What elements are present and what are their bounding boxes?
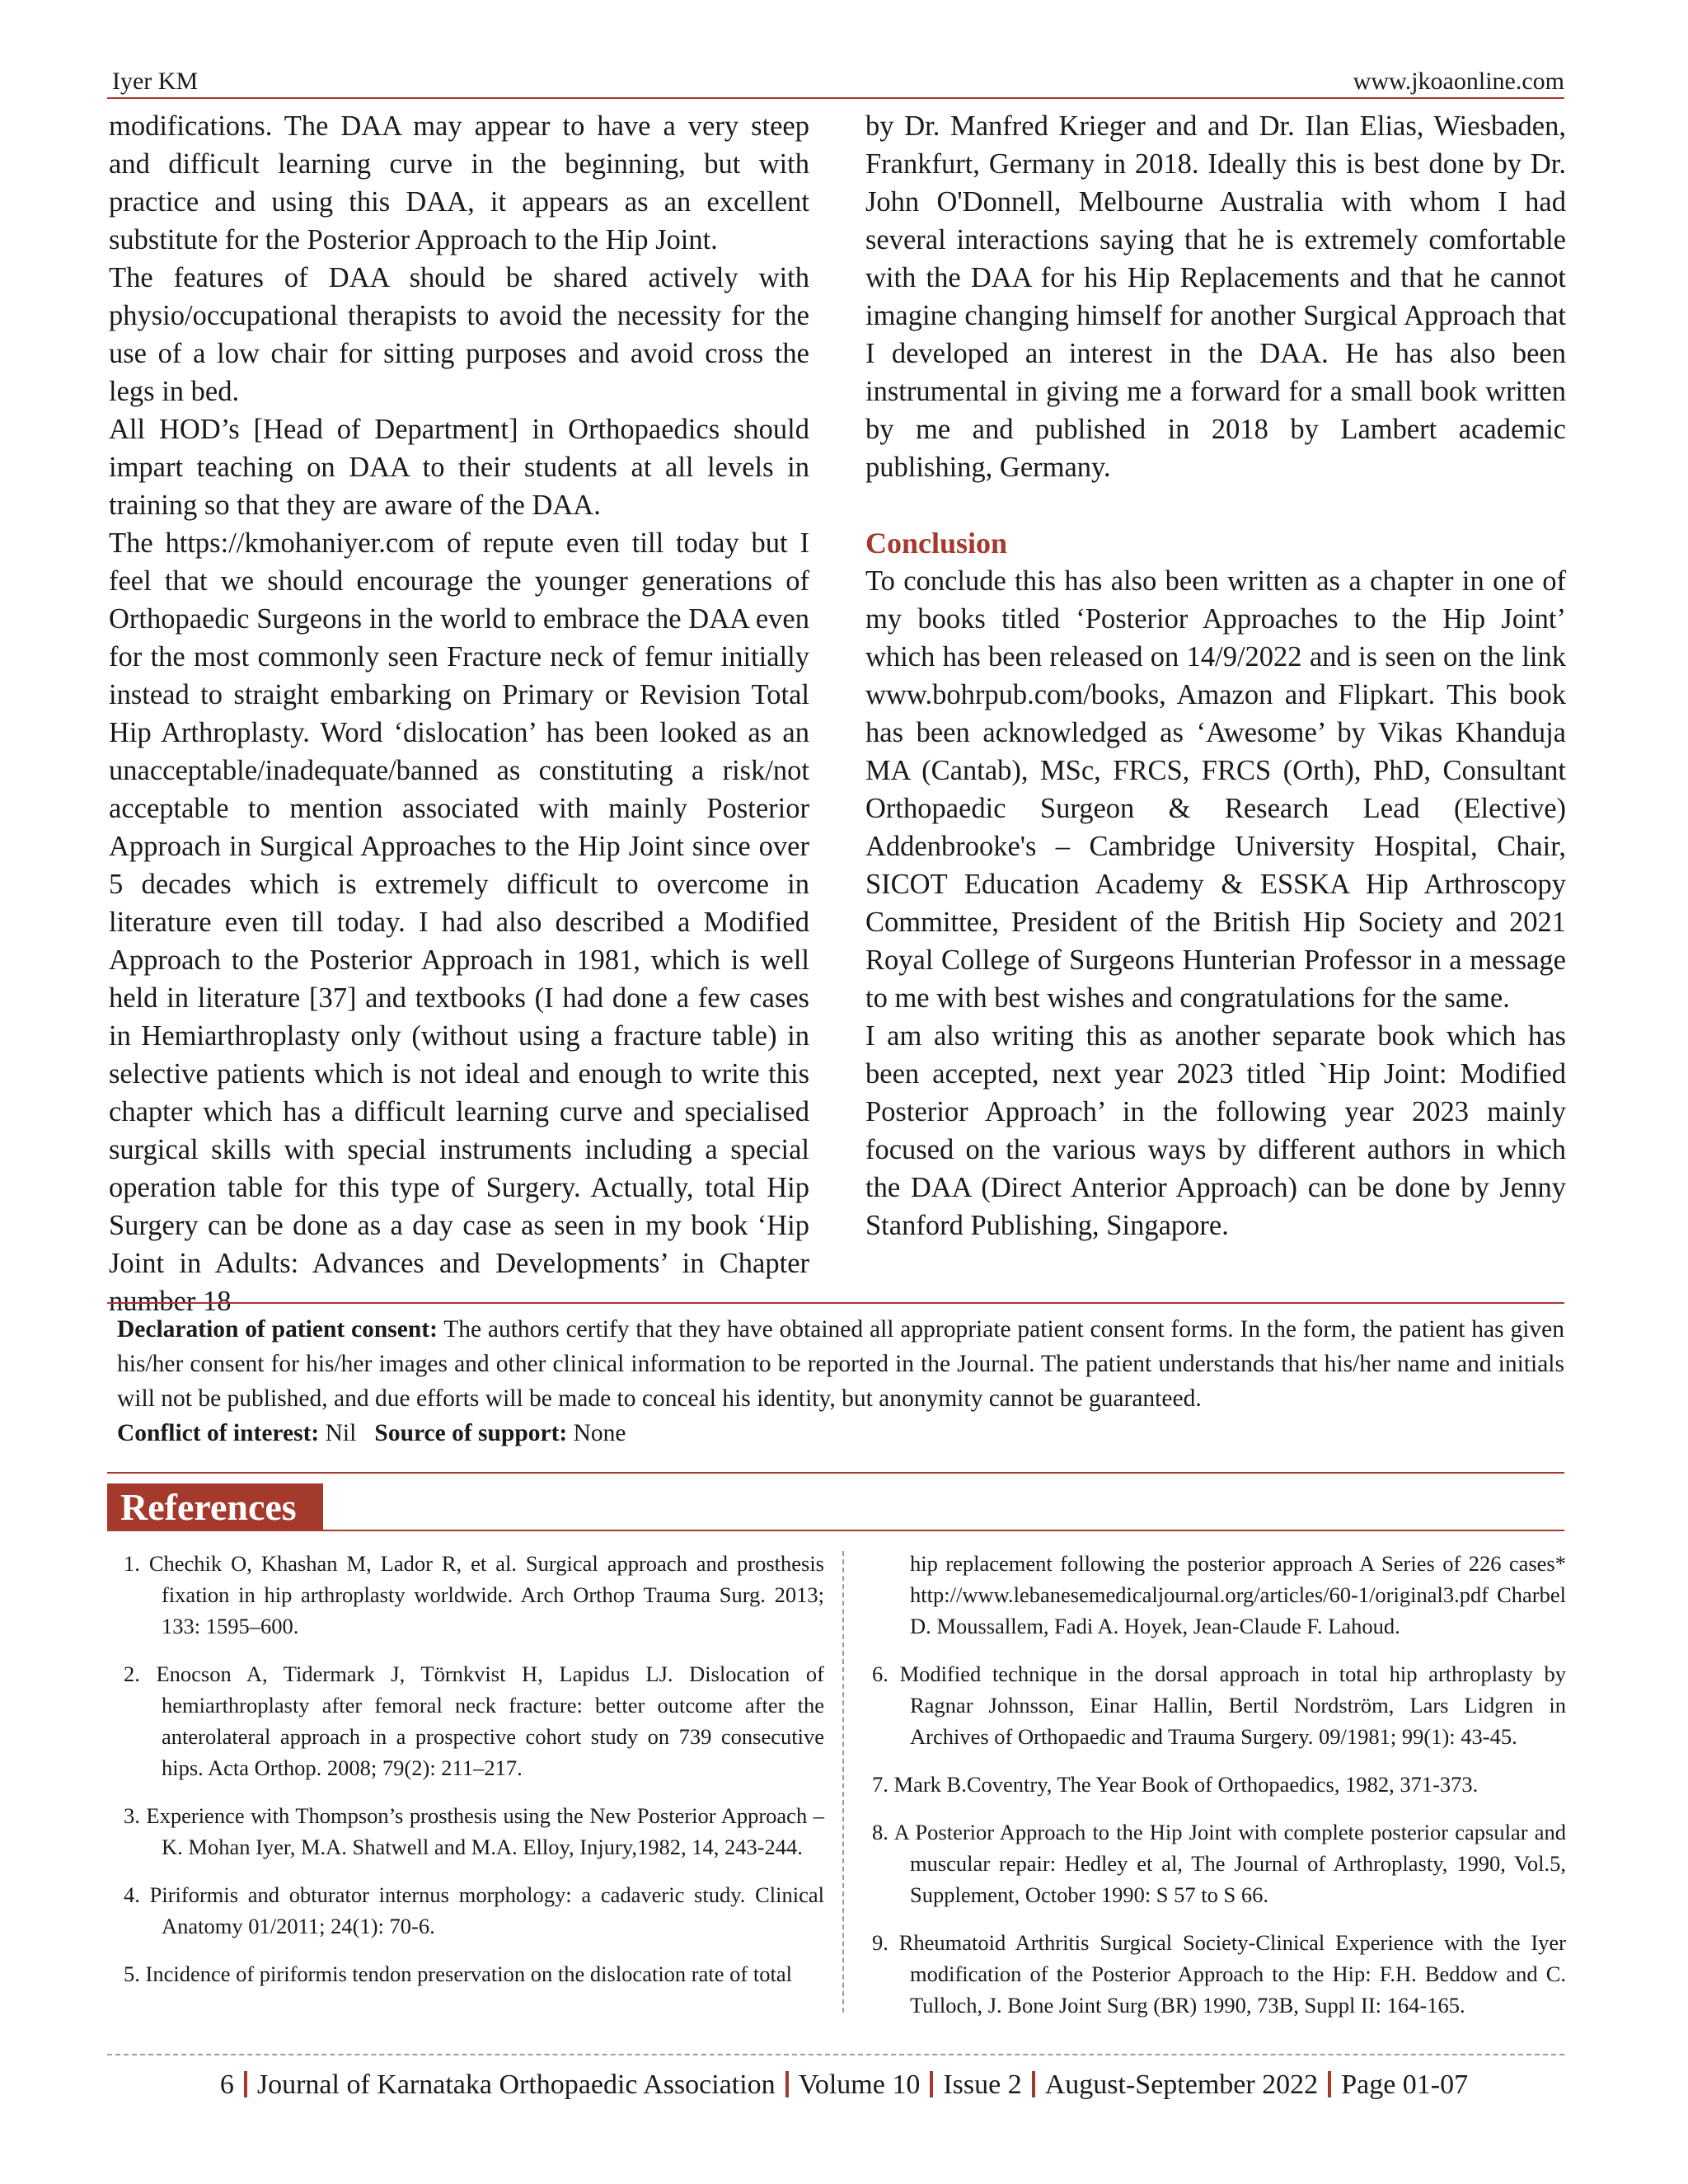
conflict-value: Nil <box>325 1420 357 1446</box>
footer-separator <box>244 2071 247 2097</box>
reference-item: 8. A Posterior Approach to the Hip Joint with complete posterior capsular and muscular repair: Hedley et al, The Journal of Arthroplasty, 1990, Vol.5, Supplement, October 1990: S 57 to S 66. <box>872 1820 1566 1907</box>
paragraph: I am also writing this as another separate book which has been accepted, next year 2023 titled `Hip Joint: Modified Posterior Approach’ in the following year 2023 mainly focused on the various ways by different authors in which the DAA (Direct Anterior Approach) can be done by Jenny Stanford Publishing, Singapore. <box>865 1020 1566 1241</box>
references-column-divider <box>842 1551 844 2013</box>
paragraph: The features of DAA should be shared actively with physio/occupational therapists to avoid the necessity for the use of a low chair for sitting purposes and avoid cross the legs in bed. <box>109 262 809 407</box>
reference-item: 5. Incidence of piriformis tendon preservation on the dislocation rate of total <box>124 1961 792 1986</box>
footer-pages: Page 01-07 <box>1341 2069 1469 2100</box>
footer-separator <box>785 2071 789 2097</box>
reference-item: 7. Mark B.Coventry, The Year Book of Orthopaedics, 1982, 371-373. <box>872 1772 1479 1797</box>
references-rule <box>323 1530 1564 1531</box>
conclusion-heading: Conclusion <box>865 527 1008 560</box>
reference-item: 6. Modified technique in the dorsal approach in total hip arthroplasty by Ragnar Johnsson, Einar Hallin, Bertil Nordström, Lars Lidgren in Archives of Orthopaedic and Trauma Surgery. 09/1981; 99(1): 43-45. <box>872 1661 1566 1749</box>
declaration-block <box>117 1312 1564 1451</box>
consent-text: The authors certify that they have obtained all appropriate patient consent forms. In the form, the patient has given his/her consent for his/her images and other clinical information to be reported in the Journal. The patient understands that his/her name and initials will not be published, and due efforts will be made to conceal his identity, but anonymity cannot be guaranteed. <box>117 1316 1564 1412</box>
footer-issue: Issue 2 <box>943 2069 1022 2100</box>
footer-date: August-September 2022 <box>1044 2069 1319 2100</box>
support-label: Source of support: <box>374 1420 568 1446</box>
conflict-support-line <box>117 1416 1564 1451</box>
paragraph: All HOD’s [Head of Department] in Orthopaedics should impart teaching on DAA to their students at all levels in training so that they are aware of the DAA. <box>109 414 809 521</box>
footer-separator <box>1032 2071 1035 2097</box>
paragraph: modifications. The DAA may appear to have a very steep and difficult learning curve in the beginning, but with practice and using this DAA, it appears as an excellent substitute for the Posterior Approach to the Hip Joint. <box>109 110 809 255</box>
declaration-top-rule <box>107 1302 1564 1304</box>
paragraph: by Dr. Manfred Krieger and and Dr. Ilan Elias, Wiesbaden, Frankfurt, Germany in 2018. Ideally this is best done by Dr. John O'Donnell, Melbourne Australia with whom I had several interactions saying that he is extremely comfortable with the DAA for his Hip Replacements and that he cannot imagine changing himself for another Surgical Approach that I developed an interest in the DAA. He has also been instrumental in giving me a forward for a small book written by me and published in 2018 by Lambert academic publishing, Germany. <box>865 110 1566 483</box>
reference-item: 3. Experience with Thompson’s prosthesis using the New Posterior Approach – K. Mohan Iyer, M.A. Shatwell and M.A. Elloy, Injury,1982, 14, 243-244. <box>124 1803 824 1859</box>
references-heading: References <box>107 1483 323 1531</box>
paragraph-gap <box>865 486 1566 524</box>
reference-item: 9. Rheumatoid Arthritis Surgical Society-Clinical Experience with the Iyer modification of the Posterior Approach to the Hip: F.H. Beddow and C. Tulloch, J. Bone Joint Surg (BR) 1990, 73B, Suppl II: 164-165. <box>872 1930 1566 2018</box>
header-author: Iyer KM <box>112 68 199 95</box>
references-left-column <box>124 1548 824 2006</box>
footer-volume: Volume 10 <box>798 2069 921 2100</box>
footer-separator <box>1328 2071 1331 2097</box>
footer-separator <box>930 2071 933 2097</box>
footer-journal: Journal of Karnataka Orthopaedic Association <box>256 2069 776 2100</box>
header-site: www.jkoaonline.com <box>1353 68 1564 95</box>
header-rule <box>107 97 1564 99</box>
reference-item: 2. Enocson A, Tidermark J, Törnkvist H, Lapidus LJ. Dislocation of hemiarthroplasty after femoral neck fracture: better outcome after the anterolateral approach in a prospective cohort study on 739 consecutive hips. Acta Orthop. 2008; 79(2): 211–217. <box>124 1661 824 1780</box>
reference-item: 4. Piriformis and obturator internus morphology: a cadaveric study. Clinical Anatomy 01/2011; 24(1): 70-6. <box>124 1882 824 1938</box>
consent-label: Declaration of patient consent: <box>117 1316 438 1343</box>
consent-statement <box>117 1312 1564 1416</box>
reference-continuation: hip replacement following the posterior approach A Series of 226 cases* http://www.lebanesemedicaljournal.org/articles/60-1/original3.pdf Charbel D. Moussallem, Fadi A. Hoyek, Jean-Claude F. Lahoud. <box>910 1551 1566 1638</box>
footer-page-number: 6 <box>219 2069 234 2100</box>
conflict-label: Conflict of interest: <box>117 1420 320 1446</box>
support-value: None <box>573 1420 626 1446</box>
declaration-bottom-rule <box>107 1472 1564 1474</box>
footer-rule <box>107 2054 1564 2055</box>
running-header <box>112 68 1564 96</box>
page-footer <box>0 2067 1688 2103</box>
references-right-column <box>872 1548 1566 2037</box>
paragraph: To conclude this has also been written as a chapter in one of my books titled ‘Posterior Approaches to the Hip Joint’ which has been released on 14/9/2022 and is seen on the link www.bohrpub.com/books, Amazon and Flipkart. This book has been acknowledged as ‘Awesome’ by Vikas Khanduja MA (Cantab), MSc, FRCS, FRCS (Orth), PhD, Consultant Orthopaedic Surgeon & Research Lead (Elective) Addenbrooke's – Cambridge University Hospital, Chair, SICOT Education Academy & ESSKA Hip Arthroscopy Committee, President of the British Hip Society and 2021 Royal College of Surgeons Hunterian Professor in a message to me with best wishes and congratulations for the same. <box>865 565 1566 1014</box>
right-column <box>865 107 1566 1244</box>
reference-item: 1. Chechik O, Khashan M, Lador R, et al. Surgical approach and prosthesis fixation in hip arthroplasty worldwide. Arch Orthop Trauma Surg. 2013; 133: 1595–600. <box>124 1551 824 1638</box>
paragraph: The https://kmohaniyer.com of repute even till today but I feel that we should encourage the younger generations of Orthopaedic Surgeons in the world to embrace the DAA even for the most commonly seen Fracture neck of femur initially instead to straight embarking on Primary or Revision Total Hip Arthroplasty. Word ‘dislocation’ has been looked as an unacceptable/inadequate/banned as constituting a risk/not acceptable to mention associated with mainly Posterior Approach in Surgical Approaches to the Hip Joint since over 5 decades which is extremely difficult to overcome in literature even till today. I had also described a Modified Approach to the Posterior Approach in 1981, which is well held in literature [37] and textbooks (I had done a few cases in Hemiarthroplasty only (without using a fracture table) in selective patients which is not ideal and enough to write this chapter which has a difficult learning curve and specialised surgical skills with special instruments including a special operation table for this type of Surgery. Actually, total Hip Surgery can be done as a day case as seen in my book ‘Hip Joint in Adults: Advances and Developments’ in Chapter number 18 <box>109 527 809 1317</box>
left-column <box>109 107 809 1320</box>
